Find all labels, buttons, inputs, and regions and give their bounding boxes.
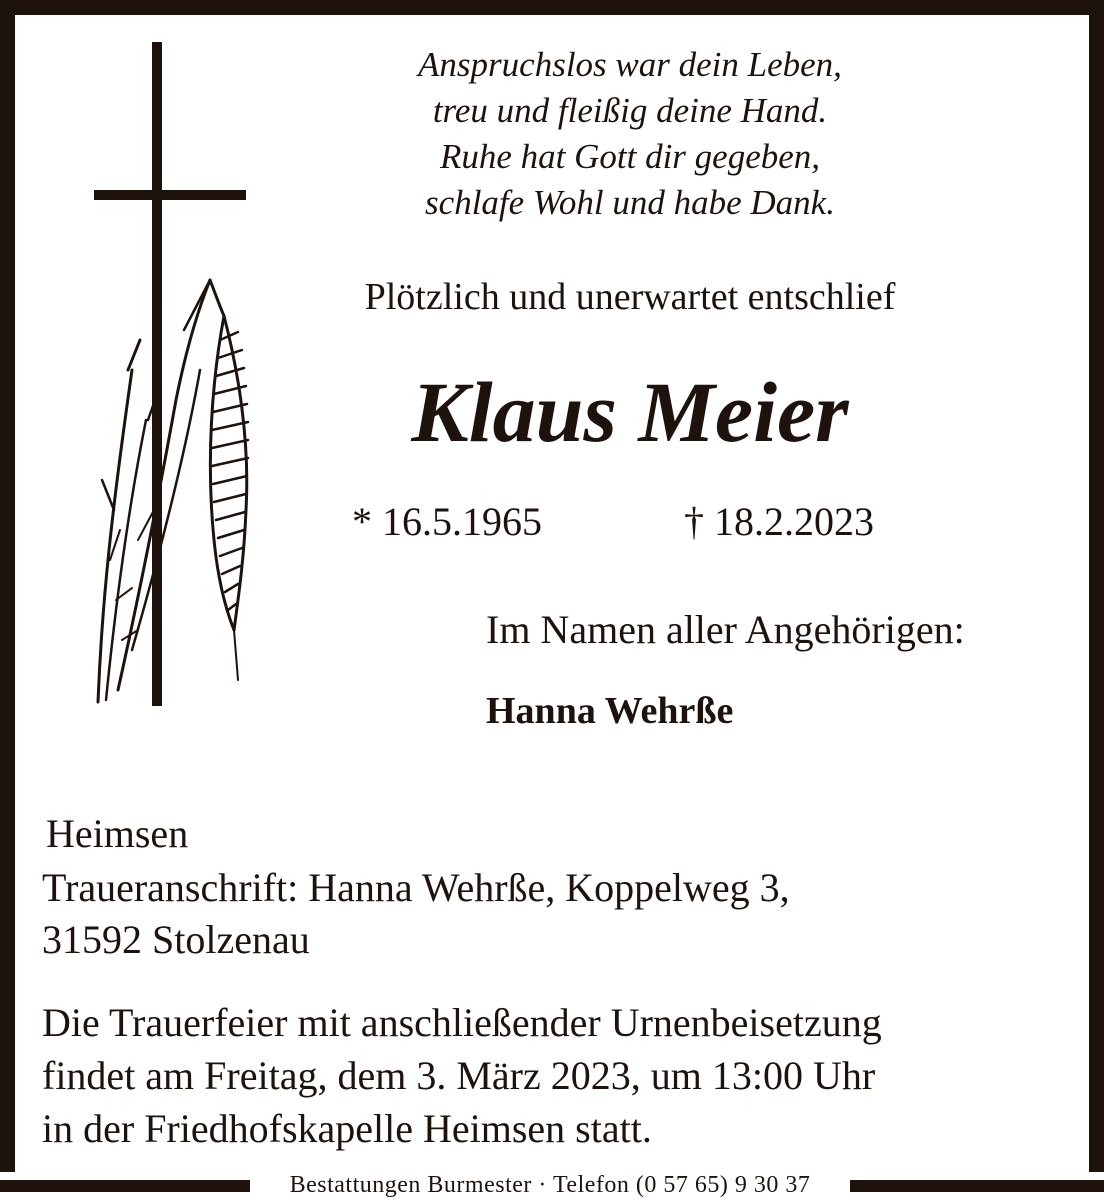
signer-name: Hanna Wehrße: [486, 690, 734, 732]
family-behalf-text: Im Namen aller Angehörigen:: [486, 607, 965, 652]
address-line: 31592 Stolzenau: [42, 917, 310, 962]
address-line: Traueranschrift: Hanna Wehrße, Koppelweg 3,: [42, 865, 790, 910]
death-date: † 18.2.2023: [684, 499, 874, 544]
footer-rule-right: [850, 1180, 1104, 1192]
cross-with-wheat-icon: [88, 40, 268, 710]
footer-rule-left: [0, 1180, 250, 1192]
birth-date: * 16.5.1965: [352, 499, 542, 544]
mourning-address: [42, 862, 790, 966]
ceremony-line: findet am Freitag, dem 3. März 2023, um 13:00 Uhr: [42, 1053, 876, 1098]
ceremony-line: in der Friedhofskapelle Heimsen statt.: [42, 1106, 652, 1151]
place-name: Heimsen: [46, 811, 189, 856]
funeral-home-footer: Bestattungen Burmester · Telefon (0 57 65) 9 30 37: [289, 1172, 811, 1198]
intro-text: Plötzlich und unerwartet entschlief: [364, 276, 896, 318]
verse-line: Ruhe hat Gott dir gegeben,: [439, 137, 821, 176]
verse-line: treu und fleißig deine Hand.: [432, 91, 828, 130]
verse-line: schlafe Wohl und habe Dank.: [425, 183, 835, 222]
deceased-name: Klaus Meier: [411, 364, 849, 460]
ceremony-line: Die Trauerfeier mit anschließender Urnenbeisetzung: [42, 1000, 882, 1045]
funeral-ceremony-info: [42, 996, 882, 1155]
verse-line: Anspruchslos war dein Leben,: [418, 45, 842, 84]
memorial-verse: [330, 42, 930, 226]
